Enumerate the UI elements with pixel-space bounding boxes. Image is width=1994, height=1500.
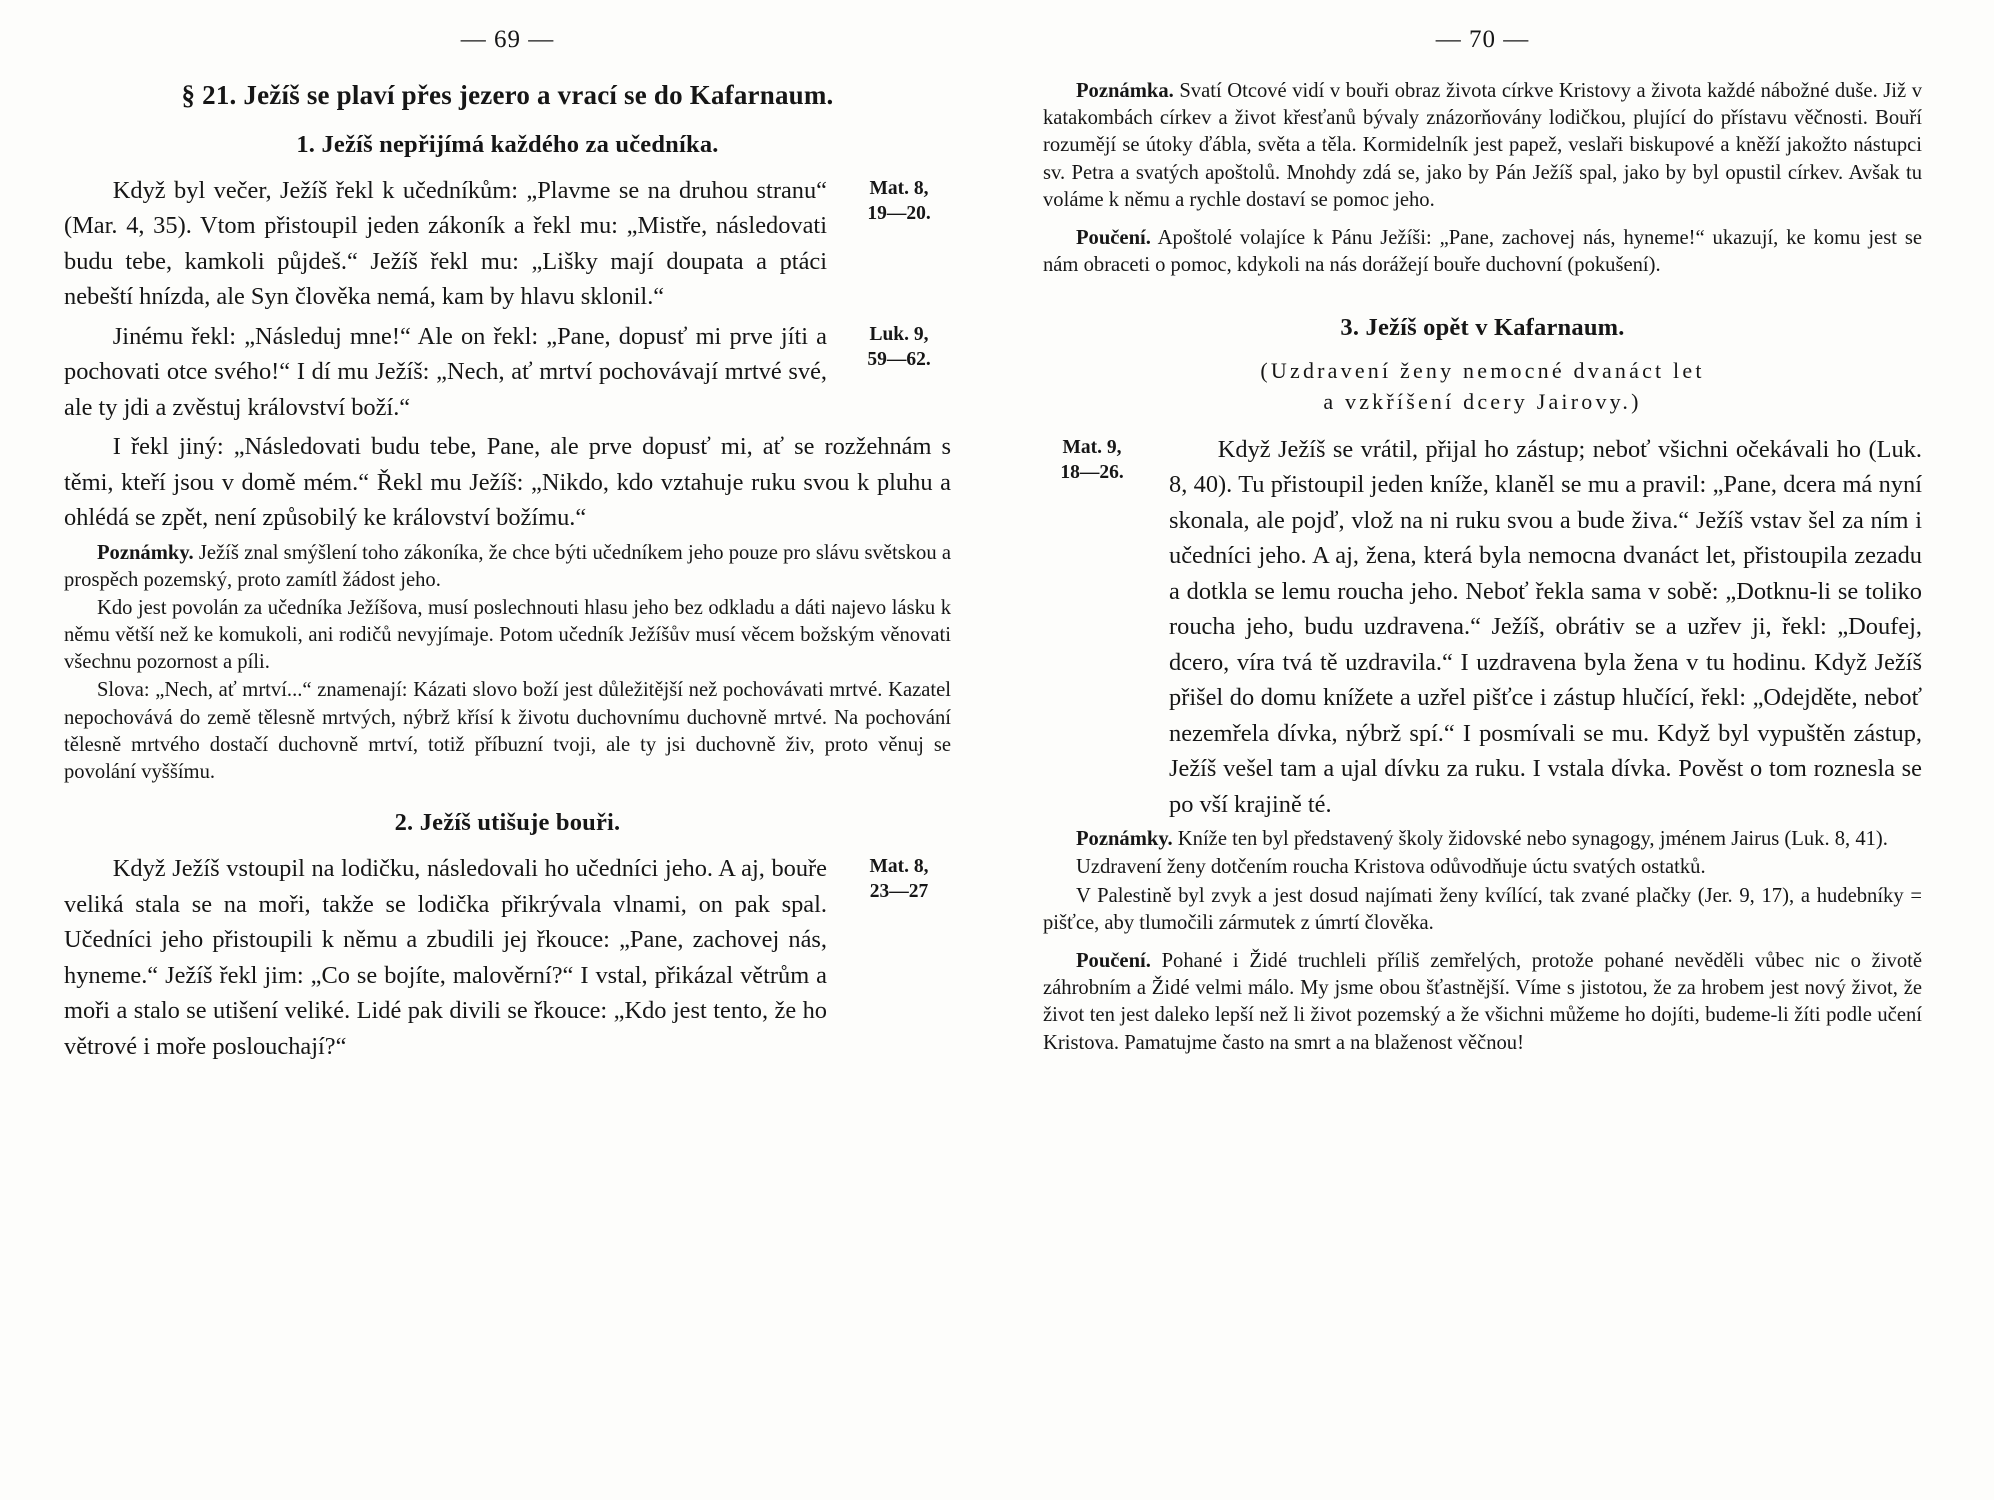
note-3: Slova: „Nech, ať mrtví...“ znamenají: Kázati slovo boží jest důležitější než pochovávati mrtvé. Kazatel nepochovává do země tělesně mrtvých, nýbrž křísí k životu duchovnímu duchovně mrtvé. Na pochování tělesně mrtvého dostačí duchovně mrtví, totiž příbuzní tvoji, ale ty jsi duchovně živ, proto věnuj se povolání vyššímu.	[64, 679, 951, 783]
note-2: Kdo jest povolán za učedníka Ježíšova, musí poslechnouti hlasu jeho bez odkladu a dáti najevo lásku k němu větší než ke komukoli, ani rodičů nevyjímaje. Potom učedník Ježíšův musí věcem božským věnovati všechnu pozornost a píli.	[64, 596, 951, 674]
paragraph-1: Když byl večer, Ježíš řekl k učedníkům: „Plavme se na druhou stranu“ (Mar. 4, 35). Vtom přistoupil jeden zákoník a řekl mu: „Mistře, následovati budu tebe, kamkoli půjdeš.“ Ježíš řekl mu: „Lišky mají doupata a ptáci nebeští hnízda, ale Syn člověka nemá, kam by hlavu sklonil.“	[64, 176, 827, 311]
spacer	[64, 787, 951, 809]
note-poznamka-1	[1043, 78, 1922, 214]
note-label: Poznámky.	[96, 541, 194, 564]
paragraph-4: Když Ježíš vstoupil na lodičku, následovali ho učedníci jeho. A aj, bouře veliká stala se na moři, takže se lodička přikrývala vlnami, on pak spal. Učedníci jeho přistoupili k němu a zbudili jej řkouce: „Pane, zachovej nás, hyneme.“ Ježíš řekl jim: „Co se bojíte, malověrní?“ I vstal, přikázal větrům a moři a stalo se utišení veliké. Lidé pak divili se řkouce: „Kdo jest tento, že ho větrové i moře poslouchají?“	[64, 855, 827, 1060]
note-poznamky-2	[1043, 826, 1922, 853]
passage-block-3	[64, 429, 951, 536]
note-body: Apoštolé volajíce k Pánu Ježíši: „Pane, zachovej nás, hyneme!“ ukazují, ke komu jest se nám obraceti o pomoc, kdykoli na nás dorážejí bouře duchovní (pokušení).	[1043, 226, 1922, 277]
paragraph-5: Když Ježíš se vrátil, přijal ho zástup; neboť všichni očekávali ho (Luk. 8, 40). Tu přistoupil jeden kníže, klaněl se mu a pravil: „Pane, dcera má nyní skonala, ale pojď, vlož na ni ruku svou a bude živa.“ Ježíš vstav šel za ním i učedníci jeho. A aj, žena, která byla nemocna dvanáct let, přistoupila zezadu a dotkla se lemu roucha jeho. Neboť řekla sama v sobě: „Dotknu-li se toliko roucha jeho, budu uzdravena.“ Ježíš, obrátiv se a uzřev ji, řekl: „Doufej, dcero, víra tvá tě uzdravila.“ I uzdravena byla žena v tu hodinu. Když Ježíš přišel do domu knížete a uzřel pišťce i zástup hlučící, řekl: „Odejděte, neboť nezemřela dívka, nýbrž spí.“ I posmívali se mu. Když byl vypuštěn zástup, Ježíš vešel tam a ujal dívku za ruku. I vstala dívka. Pověst o tom roznesla se po vší krajině té.	[1169, 435, 1922, 818]
note-label: Poznámka.	[1075, 80, 1174, 102]
passage-block-mat-8-23-27	[64, 851, 951, 1064]
passage-block-mat-9-18-26	[1043, 432, 1922, 823]
subsection-title-2: 2. Ježíš utišuje bouři.	[394, 809, 621, 837]
note-poznamky-1	[64, 540, 951, 594]
page-number-right: — 70 —	[1435, 26, 1530, 53]
note-body: Ježíš znal smýšlení toho zákoníka, že chce býti učedníkem jeho pouze pro slávu světskou a prospěch pozemský, proto zamítl žádost jeho.	[64, 541, 951, 591]
marginal-reference-mat-8-23-27: Mat. 8, 23—27	[869, 856, 929, 903]
subsection-title-1: 1. Ježíš nepřijímá každého za učedníka.	[296, 130, 719, 158]
note-4: Uzdravení ženy dotčením roucha Kristova odůvodňuje úctu svatých ostatků.	[1075, 856, 1706, 879]
section-title-21: § 21. Ježíš se plaví přes jezero a vrací se do Kafarnaum.	[181, 80, 834, 110]
note-label: Poznámky.	[1075, 828, 1173, 851]
subsection-title-3: 3. Ježíš opět v Kafarnaum.	[1340, 314, 1625, 342]
note-label: Poučení.	[1075, 949, 1151, 972]
passage-block-mat-8-19-20	[64, 173, 951, 315]
right-page-column	[997, 0, 1994, 1500]
note-body: Kníže ten byl představený školy židovské nebo synagogy, jménem Jairus (Luk. 8, 41).	[1172, 828, 1888, 851]
marginal-reference-luk-9-59-62: Luk. 9, 59—62.	[867, 323, 931, 370]
paragraph-2: Jinému řekl: „Následuj mne!“ Ale on řekl: „Pane, dopusť mi prve jíti a pochovati otce svého!“ I dí mu Ježíš: „Nech, ať mrtví pochovávají mrtvé své, ale ty jdi a zvěstuj království boží.“	[64, 322, 827, 421]
passage-block-luk-9-59-62	[64, 319, 951, 426]
spacer	[1043, 215, 1922, 225]
paragraph-3: I řekl jiný: „Následovati budu tebe, Pane, ale prve dopusť mi, ať se rozžehnám s těmi, kteří jsou v domě mém.“ Řekl mu Ježíš: „Nikdo, kdo vztahuje ruku svou k pluhu a ohlédá se zpět, není způsobilý ke království božímu.“	[64, 433, 951, 532]
note-5: V Palestině byl zvyk a jest dosud najímati ženy kvílící, tak zvané plačky (Jer. 9, 17), a hudebníky = pišťce, aby tlumočili zármutek z úmrtí člověka.	[1043, 884, 1922, 934]
marginal-reference-mat-8-19-20: Mat. 8, 19—20.	[867, 177, 931, 224]
spacer	[1043, 280, 1922, 314]
note-pouceni-2	[1043, 948, 1922, 1057]
note-pouceni-1	[1043, 225, 1922, 279]
page-number-left: — 69 —	[460, 26, 555, 53]
note-body: Pohané i Židé truchleli příliš zemřelých, protože pohané nevěděli vůbec nic o životě záhrobním a Židé velmi málo. My jsme obou šťastnější. Víme s jistotou, že za hrobem jest nový život, že život ten jest daleko lepší než li život pozemský a že všichni můžeme ho dojíti, budeme-li žíti podle učení Kristova. Pamatujme často na smrt a na blaženost věčnou!	[1043, 949, 1922, 1054]
subsection-3-subtitle: (Uzdravení ženy nemocné dvanáct let a vzkříšení dcery Jairovy.)	[1260, 358, 1705, 414]
note-body: Svatí Otcové vidí v bouři obraz života církve Kristovy a života každé nábožné duše. Již v katakombách církev a život křesťanů bývaly znázorňovány lodičkou, plující do přístavu věčnosti. Bouří rozumějí se útoky ďábla, světa a těla. Kormidelník jest papež, veslaři biskupové a kněží jakožto nástupci sv. Petra a svatých apoštolů. Mnohdy zdá se, jako by Pán Ježíš spal, jako by byl opustil církev. Avšak tu voláme k němu a rychle dostaví se pomoc jeho.	[1043, 80, 1922, 211]
spacer	[1043, 938, 1922, 948]
note-label: Poučení.	[1075, 226, 1151, 249]
marginal-reference-mat-9-18-26: Mat. 9, 18—26.	[1060, 436, 1124, 483]
